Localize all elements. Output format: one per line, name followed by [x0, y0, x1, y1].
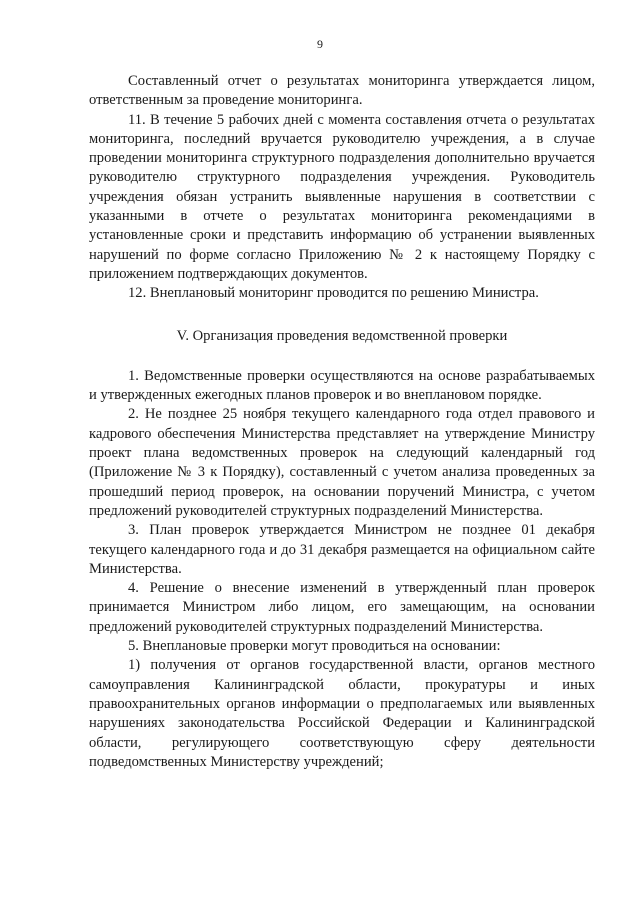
- paragraph-item-5: 5. Внеплановые проверки могут проводиться на основании:: [128, 638, 501, 655]
- paragraph-item-12: 12. Внеплановый мониторинг проводится по решению Министра.: [128, 285, 539, 302]
- document-body: [89, 72, 595, 772]
- paragraph-item-2: 2. Не позднее 25 ноября текущего календарного года отдел правового и кадрового обеспечения Министерства представляет на утверждение Министру проект плана ведомственных проверок на следующий календарный год (Приложение № 3 к Порядку), составленный с учетом анализа проведенных за прошедший период проверок, на основании поручений Министра, с учетом предложений руководителей структурных подразделений Министерства.: [89, 406, 595, 519]
- paragraph-item-4: 4. Решение о внесение изменений в утвержденный план проверок принимается Министром либо лицом, его замещающим, на основании предложений руководителей структурных подразделений Министерства.: [89, 580, 595, 635]
- page-number: 9: [317, 37, 323, 51]
- section-heading: V. Организация проведения ведомственной проверки: [176, 327, 508, 344]
- paragraph-item-1: 1. Ведомственные проверки осуществляются на основе разрабатываемых и утвержденных ежегодных планов проверок и во внеплановом порядке.: [89, 367, 595, 404]
- paragraph-report-approval: Составленный отчет о результатах мониторинга утверждается лицом, ответственным за проведение мониторинга.: [89, 73, 595, 109]
- paragraph-item-3: 3. План проверок утверждается Министром не позднее 01 декабря текущего календарного года и до 31 декабря размещается на официальном сайте Министерства.: [89, 522, 595, 577]
- paragraph-item-11: 11. В течение 5 рабочих дней с момента составления отчета о результатах мониторинга, последний вручается руководителю учреждения, а в случае проведении мониторинга структурного подразделения дополнительно вручается руководителю структурного подразделения учреждения. Руководитель учреждения обязан устранить выявленные нарушения в соответствии с указанными в отчете о результатах мониторинга рекомендациями в установленные сроки и представить информацию об устранении выявленных нарушений по форме согласно Приложению № 2 к настоящему Порядку с приложением подтверждающих документов.: [89, 111, 595, 282]
- paragraph-subitem-1: 1) получения от органов государственной власти, органов местного самоуправления Калининградской области, прокуратуры и иных правоохранительных органов информации о предполагаемых или выявленных нарушениях законодательства Российской Федерации и Калининградской области, регулирующего соответствующую сферу деятельности подведомственных Министерству учреждений;: [89, 657, 595, 770]
